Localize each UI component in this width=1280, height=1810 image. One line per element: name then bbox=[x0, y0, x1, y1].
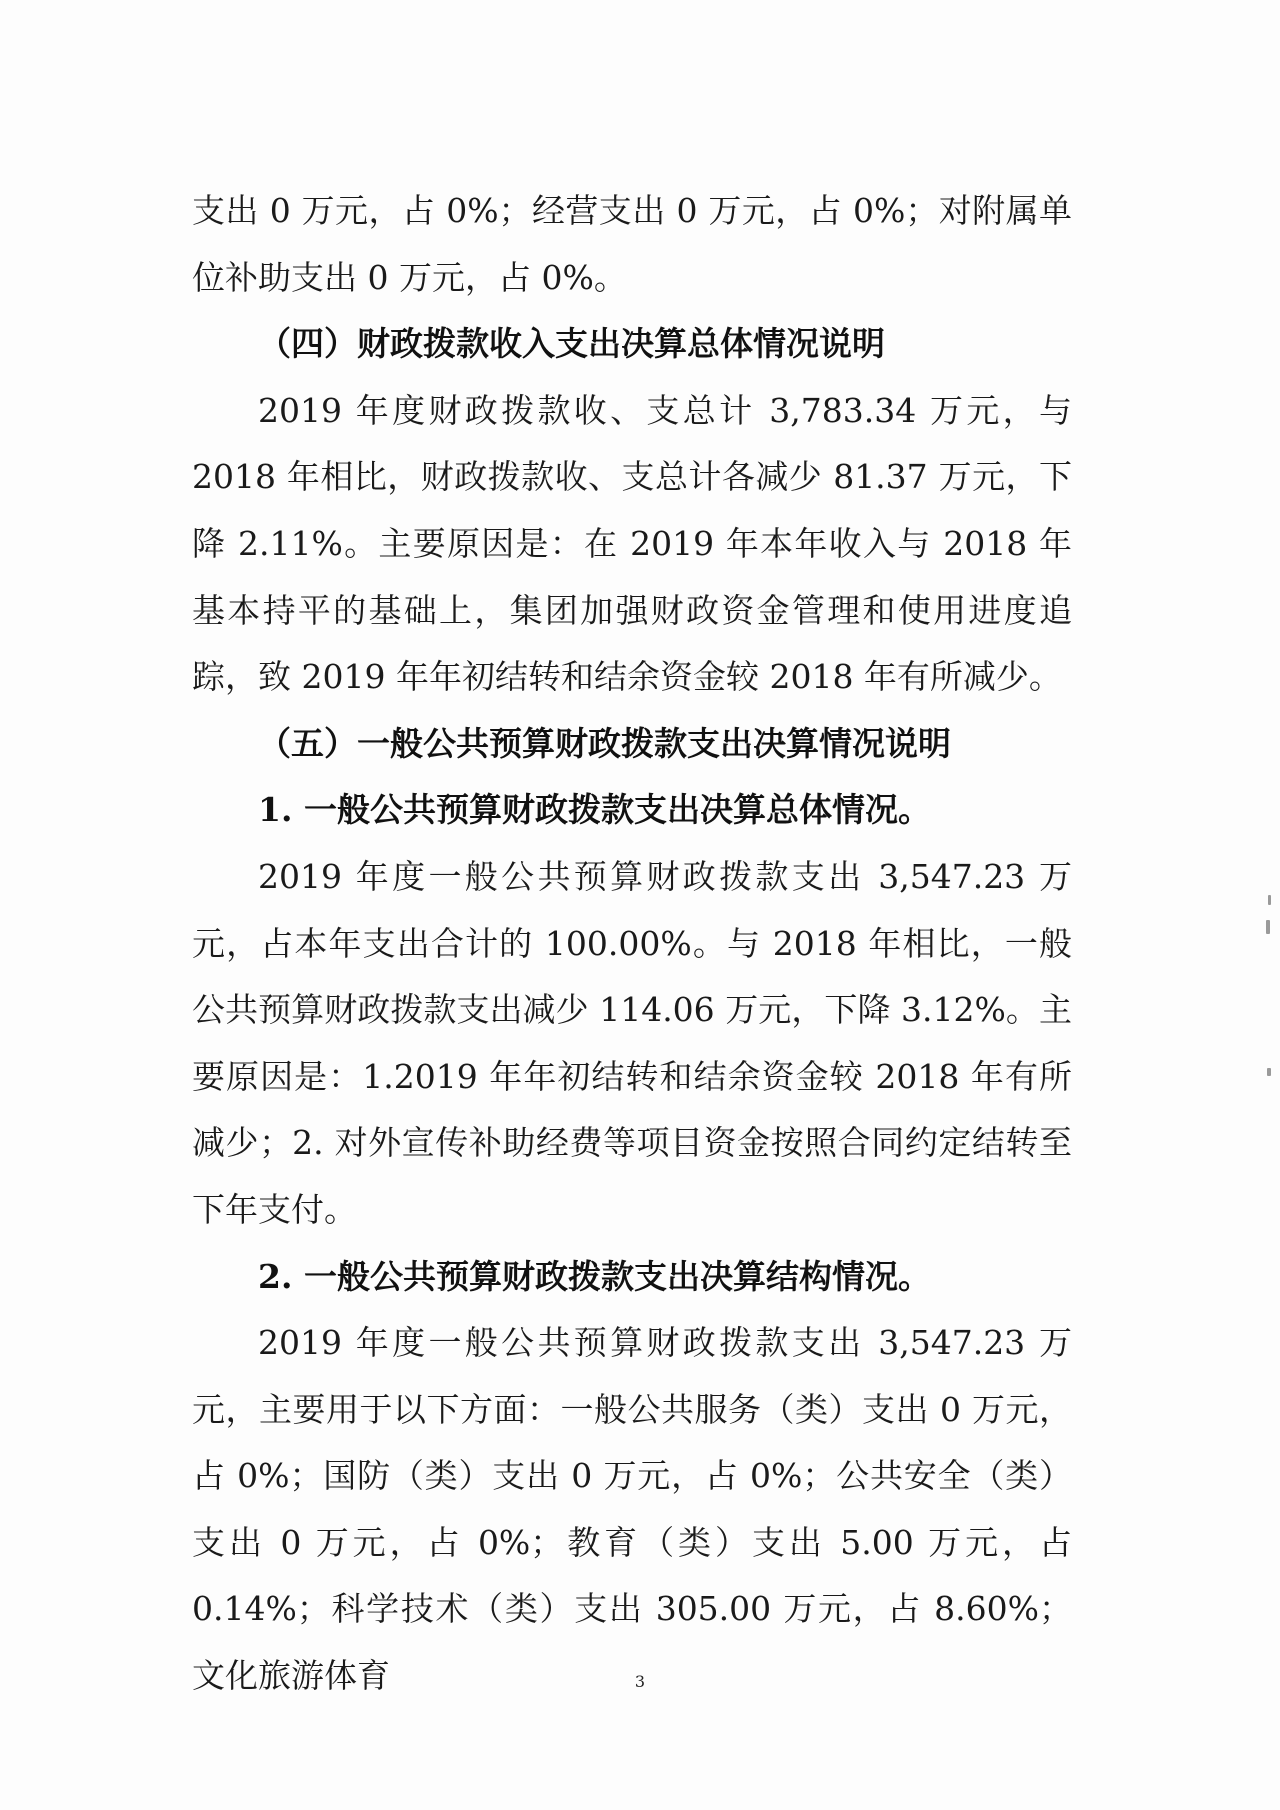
scan-artifact-mark bbox=[1268, 895, 1271, 905]
paragraph-section-4-body: 2019 年度财政拨款收、支总计 3,783.34 万元，与 2018 年相比，财政拨款收、支总计各减少 81.37 万元，下降 2.11%。主要原因是：在 2019 年本年收入与 2018 年基本持平的基础上，集团加强财政资金管理和使用进度追踪，致 2019 年年初结转和结余资金较 2018 年有所减少。 bbox=[192, 390, 1072, 697]
page-number: 3 bbox=[634, 1672, 646, 1691]
document-body bbox=[192, 178, 1072, 1710]
subheading-5-1: 1. 一般公共预算财政拨款支出决算总体情况。 bbox=[258, 790, 931, 830]
section-heading-4: （四）财政拨款收入支出决算总体情况说明 bbox=[258, 324, 885, 364]
section-heading-5: （五）一般公共预算财政拨款支出决算情况说明 bbox=[258, 723, 951, 763]
paragraph-5-2-body: 2019 年度一般公共预算财政拨款支出 3,547.23 万元，主要用于以下方面：一般公共服务（类）支出 0 万元，占 0%；国防（类）支出 0 万元，占 0%；公共安全（类）支出 0 万元，占 0%；教育（类）支出 5.00 万元，占 0.14%；科学技术（类）支出 305.00 万元，占 8.60%；文化旅游体育 bbox=[192, 1323, 1072, 1696]
subheading-5-2: 2. 一般公共预算财政拨款支出决算结构情况。 bbox=[258, 1256, 931, 1296]
paragraph-continuation: 支出 0 万元，占 0%；经营支出 0 万元，占 0%；对附属单位补助支出 0 万元，占 0%。 bbox=[192, 191, 1072, 297]
paragraph-5-1-body: 2019 年度一般公共预算财政拨款支出 3,547.23 万元，占本年支出合计的 100.00%。与 2018 年相比，一般公共预算财政拨款支出减少 114.06 万元，下降 3.12%。主要原因是：1.2019 年年初结转和结余资金较 2018 年有所减少；2. 对外宣传补助经费等项目资金按照合同约定结转至下年支付。 bbox=[192, 856, 1072, 1229]
scan-artifact-mark bbox=[1267, 1068, 1271, 1076]
scan-artifact-mark bbox=[1266, 920, 1270, 934]
